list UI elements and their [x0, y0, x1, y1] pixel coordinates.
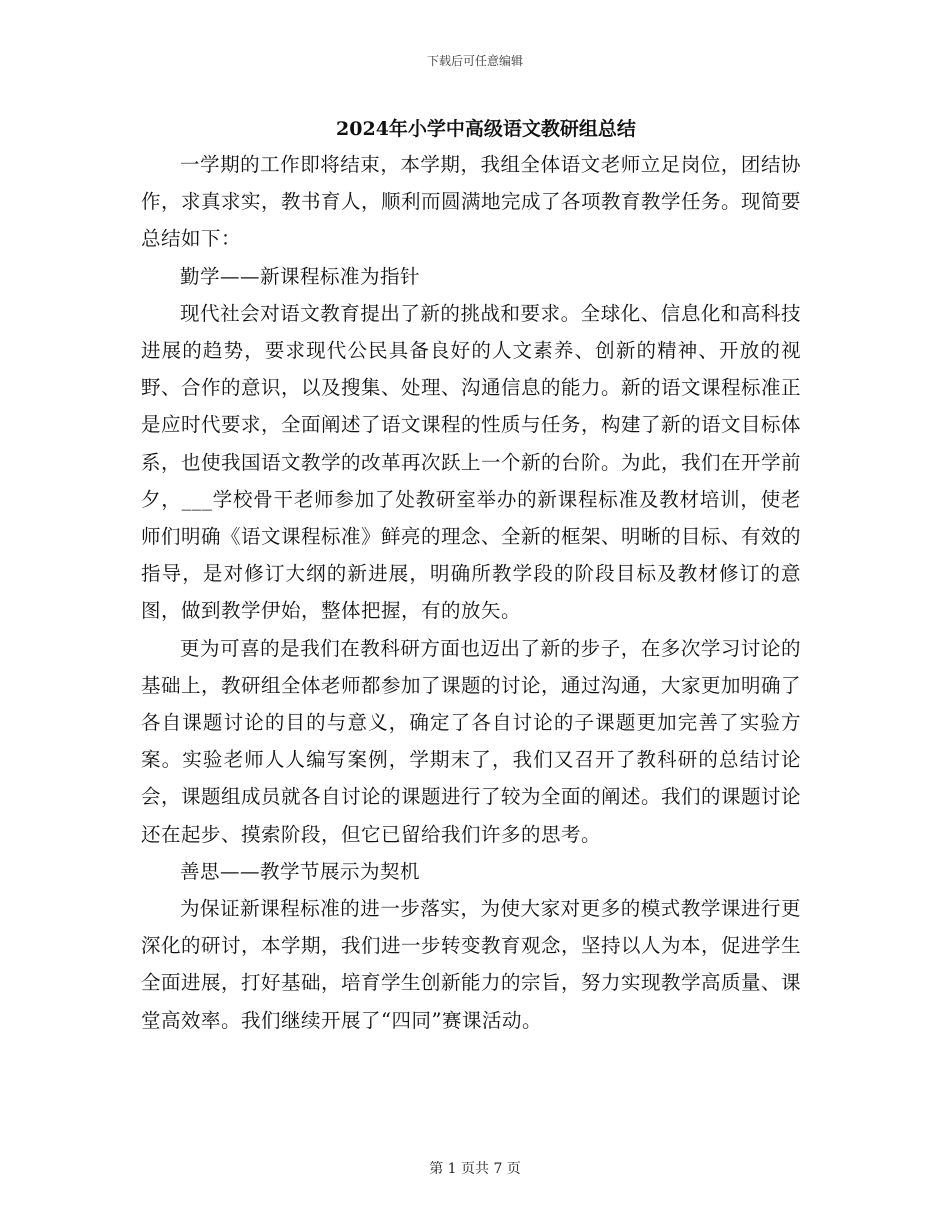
- body-paragraph: 为保证新课程标准的进一步落实，为使大家对更多的模式教学课进行更深化的研讨，本学期，我们进一步转变教育观念，坚持以人为本，促进学生全面进展，打好基础，培育学生创新能力的宗旨，努力实现教学高质量、课堂高效率。我们继续开展了“四同”赛课活动。: [141, 897, 802, 1032]
- intro-paragraph: 一学期的工作即将结束，本学期，我组全体语文老师立足岗位，团结协作，求真求实，教书育人，顺利而圆满地完成了各项教育教学任务。现简要总结如下：: [141, 153, 802, 251]
- document-title: 2024年小学中高级语文教研组总结: [336, 118, 636, 140]
- body-paragraph: 更为可喜的是我们在教科研方面也迈出了新的步子，在多次学习讨论的基础上，教研组全体老师都参加了课题的讨论，通过沟通，大家更加明确了各自课题讨论的目的与意义，确定了各自讨论的子课题更加完善了实验方案。实验老师人人编写案例，学期末了，我们又召开了教科研的总结讨论会，课题组成员就各自讨论的课题进行了较为全面的阐述。我们的课题讨论还在起步、摸索阶段，但它已留给我们许多的思考。: [141, 636, 802, 846]
- section-heading-diligent-study: 勤学——新课程标准为指针: [180, 264, 421, 288]
- body-paragraph: 现代社会对语文教育提出了新的挑战和要求。全球化、信息化和高科技进展的趋势，要求现代公民具备良好的人文素养、创新的精神、开放的视野、合作的意识，以及搜集、处理、沟通信息的能力。新的语文课程标准正是应时代要求，全面阐述了语文课程的性质与任务，构建了新的语文目标体系，也使我国语文教学的改革再次跃上一个新的台阶。为此，我们在开学前夕，___学校骨干老师参加了处教研室举办的新课程标准及教材培训，使老师们明确《语文课程标准》鲜亮的理念、全新的框架、明晰的目标、有效的指导，是对修订大纲的新进展，明确所教学段的阶段目标及教材修订的意图，做到教学伊始，整体把握，有的放矢。: [141, 301, 802, 623]
- document-body: [141, 112, 801, 1039]
- section-heading-good-thinking: 善思——教学节展示为契机: [180, 859, 421, 883]
- page-header-note: 下载后可任意编辑: [426, 54, 523, 68]
- page-number: 第 1 页共 7 页: [429, 1161, 521, 1177]
